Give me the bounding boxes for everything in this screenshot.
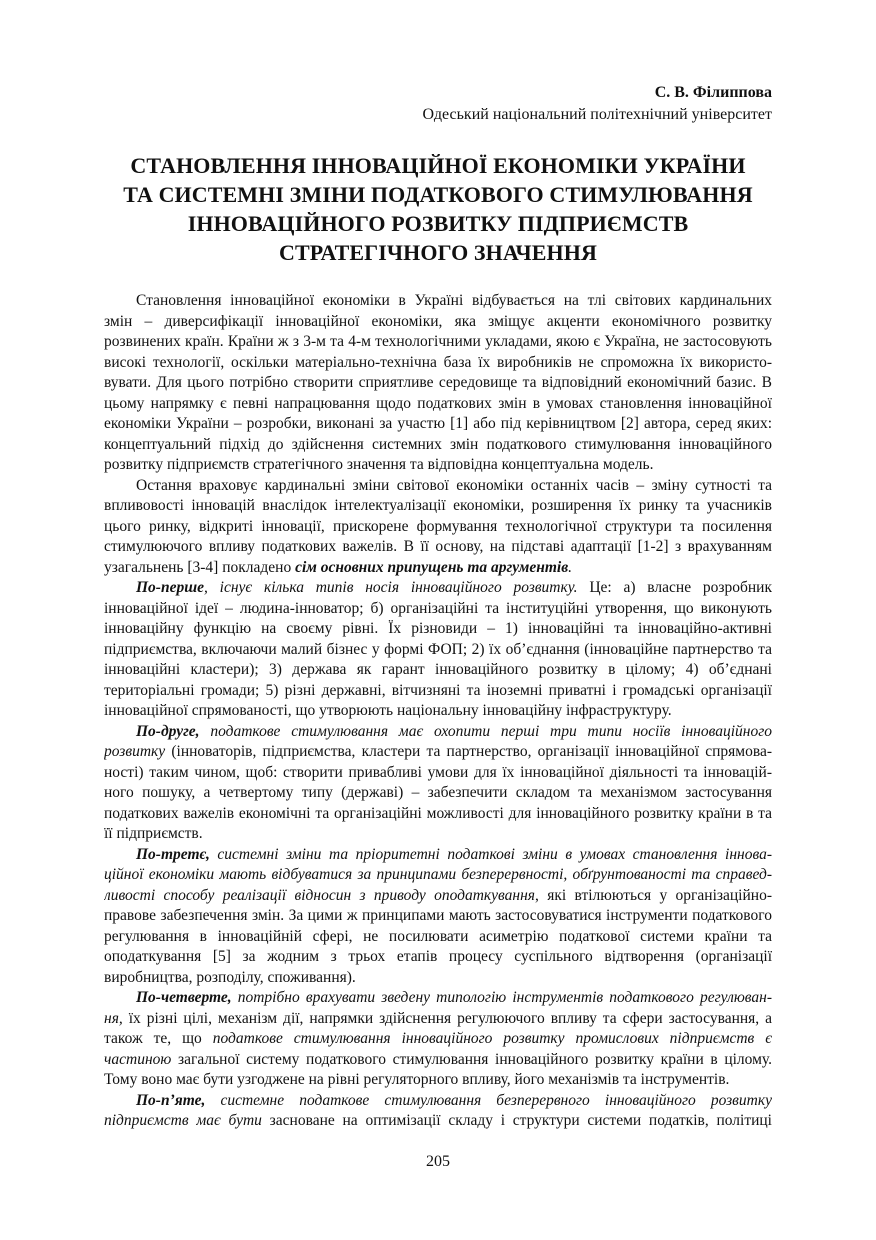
title-line: СТАНОВЛЕННЯ ІННОВАЦІЙНОЇ ЕКОНОМІКИ УКРАЇНИ	[130, 153, 746, 178]
text-line	[104, 558, 772, 579]
text-line	[104, 1091, 772, 1112]
text-run: змін – диверсифікації інноваційної економіки, яка зміщує акценти економічного розвитку	[104, 312, 772, 330]
text-line	[104, 291, 772, 312]
page-content	[104, 82, 772, 1132]
text-line	[104, 824, 772, 845]
text-line	[104, 414, 772, 435]
text-run: податкове стимулювання інноваційного розвитку промислових підприємств є	[212, 1030, 772, 1047]
title-line: СТРАТЕГІЧНОГО ЗНАЧЕННЯ	[279, 240, 597, 265]
text-line	[104, 947, 772, 968]
text-run: цьому напрямку є певні напрацювання щодо податкових змін в умовах становлення інноваційної	[104, 394, 772, 412]
author-name: С. В. Філиппова	[654, 84, 772, 101]
text-line	[104, 742, 772, 763]
text-line	[104, 701, 772, 722]
paragraph	[104, 845, 772, 989]
author-affiliation: Одеський національний політехнічний університет	[422, 106, 772, 123]
text-line	[104, 476, 772, 497]
text-line	[104, 927, 772, 948]
text-run: податкове стимулювання має охопити перші три типи носіїв інноваційного	[199, 722, 772, 740]
page-number: 205	[426, 1153, 450, 1170]
text-run: інноваційні кластери); 3) держава як гарант інноваційного розвитку в цілому; 4) об’єднані	[104, 661, 772, 678]
text-run: Це: а) власне розробник	[577, 579, 772, 596]
text-line	[104, 1029, 772, 1050]
text-line	[104, 783, 772, 804]
text-run: їх різні цілі, механізм дії, напрямки здійснення регулюючого впливу та сфери застосування, а	[122, 1009, 772, 1027]
text-run: системне податкове стимулювання безперервного інноваційного розвитку	[205, 1091, 772, 1109]
paragraph	[104, 1091, 772, 1132]
text-line	[104, 906, 772, 927]
paragraph	[104, 578, 772, 722]
text-run: високі технології, оскільки матеріально-технічна база їх виробників не спроможна їх використо-	[104, 353, 772, 371]
text-run: підприємств має бути	[104, 1112, 262, 1129]
text-run: По-третє,	[136, 845, 210, 863]
text-line	[104, 599, 772, 620]
text-line	[104, 722, 772, 743]
text-line	[104, 988, 772, 1009]
text-run: стимулюючого впливу податкових важелів. В її основу, на підставі адаптації [1-2] з врахуванням	[104, 538, 772, 555]
text-run: По-четверте,	[136, 989, 232, 1006]
text-line	[104, 681, 772, 702]
text-line	[104, 763, 772, 784]
text-run: сім основних припущень та аргументів	[295, 558, 569, 576]
text-line	[104, 578, 772, 599]
text-run: ного пошуку, а четвертому типу (державі) – забезпечити складом та механізмом застосування	[104, 784, 772, 801]
text-run: вувати. Для цього потрібно створити сприятливе середовище та відповідний економічний базис. В	[104, 374, 772, 391]
text-run: ності) таким чином, щоб: створити привабливі умови для їх інноваційної діяльності та інновацій-	[104, 763, 772, 781]
article-body	[104, 291, 772, 1132]
paragraph	[104, 476, 772, 579]
text-run: частиною	[104, 1050, 172, 1068]
text-run: концептуальний підхід до здійснення системних змін податкового стимулювання інноваційного	[104, 435, 772, 453]
text-run: також те, що	[104, 1030, 213, 1047]
article-title	[104, 151, 772, 267]
title-line: ТА СИСТЕМНІ ЗМІНИ ПОДАТКОВОГО СТИМУЛЮВАННЯ	[123, 182, 753, 207]
text-run: Остання враховує кардинальні зміни світової економіки останніх часів – зміну сутності та	[136, 476, 772, 494]
text-run: загальної систему податкового стимулювання інноваційного розвитку країни в цілому.	[171, 1050, 772, 1068]
text-line	[104, 1070, 772, 1091]
text-line	[104, 496, 772, 517]
text-run: інноваційної спрямованості, що утворюють національну інноваційну інфраструктуру.	[104, 702, 672, 719]
text-run: , які втілюються у організаційно-	[535, 886, 772, 904]
paragraph	[104, 722, 772, 845]
text-run: , існує кілька типів носія інноваційного розвитку.	[204, 579, 578, 596]
text-run: податкових важелів економічні та організаційні можливості для інноваційного розвитку країни в та	[104, 804, 772, 822]
text-line	[104, 332, 772, 353]
text-run: (інноваторів, підприємства, кластери та партнерство, організації інноваційної спрямова-	[165, 743, 772, 760]
text-run: По-друге,	[136, 722, 200, 740]
text-run: правове забезпечення змін. За цими ж принципами мають застосовуватися інструменти податкового	[104, 907, 772, 924]
text-line	[104, 865, 772, 886]
title-line: ІННОВАЦІЙНОГО РОЗВИТКУ ПІДПРИЄМСТВ	[187, 211, 689, 236]
text-run: виробництва, розподілу, споживання).	[104, 968, 356, 986]
text-run: розвитку підприємств стратегічного значення та відповідна концептуальна модель.	[104, 456, 654, 473]
text-run: потрібно врахувати зведену типологію інструментів податкового регулюван-	[231, 989, 772, 1006]
paragraph	[104, 291, 772, 476]
text-line	[104, 1050, 772, 1071]
text-line	[104, 845, 772, 866]
text-line	[104, 886, 772, 907]
text-line	[104, 373, 772, 394]
text-line	[104, 455, 772, 476]
text-line	[104, 1009, 772, 1030]
text-run: По-п’яте,	[136, 1091, 206, 1109]
text-run: системні зміни та пріоритетні податкові зміни в умовах становлення іннова-	[209, 845, 772, 863]
text-run: регулювання в інноваційній сфері, не посилювати асиметрію податкової системи країни та	[104, 927, 772, 945]
text-run: узагальнень [3-4] покладено	[104, 558, 296, 576]
text-run: ня,	[104, 1009, 123, 1027]
text-line	[104, 640, 772, 661]
text-run: .	[568, 558, 573, 576]
text-line	[104, 517, 772, 538]
text-run: Становлення інноваційної економіки в Україні відбувається на тлі світових кардинальних	[136, 292, 772, 309]
text-run: впливовості інновацій внаслідок інтелектуалізації економіки, розширення їх ринку та учасників	[104, 497, 772, 514]
text-run: цього ринку, відкриті інновації, прискорене формування технологічної структури та посилення	[104, 517, 772, 535]
text-line	[104, 804, 772, 825]
text-line	[104, 435, 772, 456]
text-run: ційної економіки мають відбуватися за принципами безперервності, обґрунтованості та справед-	[104, 866, 772, 883]
text-run: інноваційну функцію на своєму рівні. Їх різновиди – 1) інноваційні та інноваційно-активні	[104, 620, 772, 637]
text-line	[104, 312, 772, 333]
text-run: розвитку	[104, 743, 166, 760]
text-line	[104, 394, 772, 415]
text-run: інноваційної ідеї – людина-інноватор; б) організаційні та інституційні утворення, що виконують	[104, 599, 772, 617]
text-run: економіки України – розробки, виконані за участю [1] або під керівництвом [2] автора, серед яких:	[104, 415, 772, 432]
text-run: оподаткування [5] за жодним з трьох етапів процесу суспільного відтворення (організації	[104, 948, 772, 965]
text-line	[104, 1111, 772, 1132]
paragraph	[104, 988, 772, 1091]
text-line	[104, 660, 772, 681]
text-run: розвинених країн. Країни ж з 3-м та 4-м технологічними укладами, якою є Україна, не застосовують	[104, 333, 772, 350]
text-run: підприємства, включаючи малий бізнес у формі ФОП; 2) їх об’єднання (інноваційне партнерство та	[104, 640, 772, 658]
author-block	[104, 82, 772, 126]
text-line	[104, 619, 772, 640]
text-run: ливості способу реалізації відносин з приводу оподаткування	[104, 886, 535, 904]
text-run: її підприємств.	[104, 825, 203, 842]
text-run: засноване на оптимізації складу і структури системи податків, політиці	[261, 1112, 772, 1129]
text-line	[104, 537, 772, 558]
text-run: По-перше	[136, 579, 205, 596]
text-run: територіальні громади; 5) різні державні, вітчизняні та іноземні приватні і громадські організації	[104, 681, 772, 699]
text-line	[104, 353, 772, 374]
text-run: Тому воно має бути узгоджене на рівні регуляторного впливу, його механізмів та інструментів.	[104, 1071, 730, 1088]
text-line	[104, 968, 772, 989]
